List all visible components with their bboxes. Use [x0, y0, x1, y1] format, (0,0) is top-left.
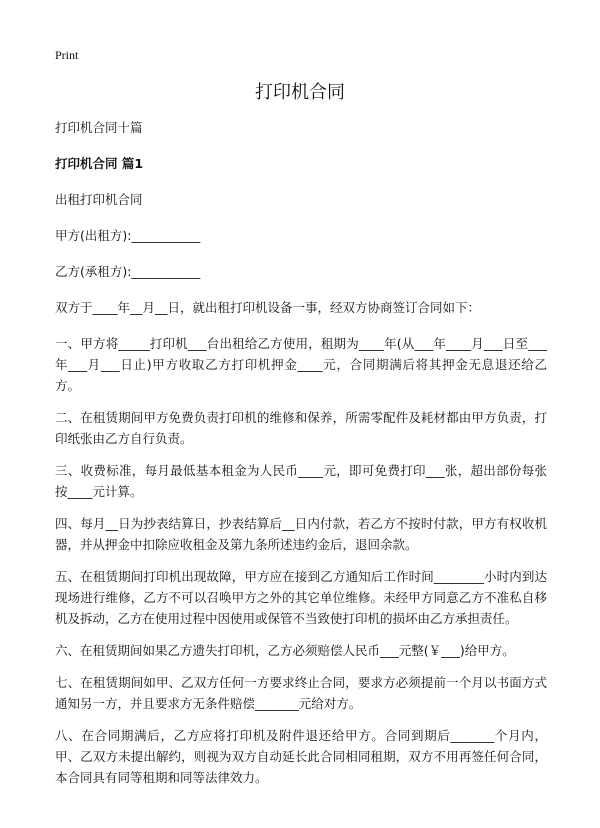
- document-title: 打印机合同: [255, 82, 345, 103]
- clause-1: 一、甲方将_____打印机___台出租给乙方使用，租期为____年(从___年____月___日至___年___月___日止)甲方收取乙方打印机押金____元，合同期满后将其押金无息退还给乙方。: [55, 336, 547, 393]
- print-label: Print: [55, 48, 79, 62]
- document-subtitle: 打印机合同十篇: [55, 120, 143, 135]
- contract-preamble: 双方于____年__月__日，就出租打印机设备一事，经双方协商签订合同如下：: [55, 300, 481, 315]
- contract-intro: 出租打印机合同: [55, 192, 143, 207]
- clause-5: 五、在租赁期间打印机出现故障，甲方应在接到乙方通知后工作时间________小时内到达现场进行维修，乙方不可以召唤甲方之外的其它单位维修。未经甲方同意乙方不准私自移机及拆动，乙方在使用过程中因使用或保管不当致使打印机的损坏由乙方承担责任。: [55, 569, 547, 626]
- party-a-line: 甲方(出租方):___________: [55, 228, 201, 243]
- document-body: [55, 117, 547, 799]
- clause-3: 三、收费标准，每月最低基本租金为人民币____元，即可免费打印___张，超出部份每张按____元计算。: [55, 463, 547, 499]
- clause-7: 七、在租赁期间如甲、乙双方任何一方要求终止合同，要求方必须提前一个月以书面方式通知另一方，并且要求方无条件赔偿_______元给对方。: [55, 675, 547, 711]
- clause-6: 六、在租赁期间如果乙方遗失打印机，乙方必须赔偿人民币___元整(￥___)给甲方。: [55, 643, 515, 658]
- section-heading: 打印机合同 篇1: [55, 156, 144, 171]
- clause-2: 二、在租赁期间甲方免费负责打印机的维修和保养，所需零配件及耗材都由甲方负责，打印纸张由乙方自行负责。: [55, 410, 547, 446]
- clause-8: 八、在合同期满后，乙方应将打印机及附件退还给甲方。合同到期后_______个月内，甲、乙双方未提出解约，则视为双方自动延长此合同相同租期，双方不用再签任何合同，本合同具有同等租期和同等法律效力。: [55, 728, 547, 785]
- clause-4: 四、每月__日为抄表结算日，抄表结算后__日内付款，若乙方不按时付款，甲方有权收机器，并从押金中扣除应收租金及第九条所述违约金后，退回余款。: [55, 516, 547, 552]
- party-b-line: 乙方(承租方):___________: [55, 264, 201, 279]
